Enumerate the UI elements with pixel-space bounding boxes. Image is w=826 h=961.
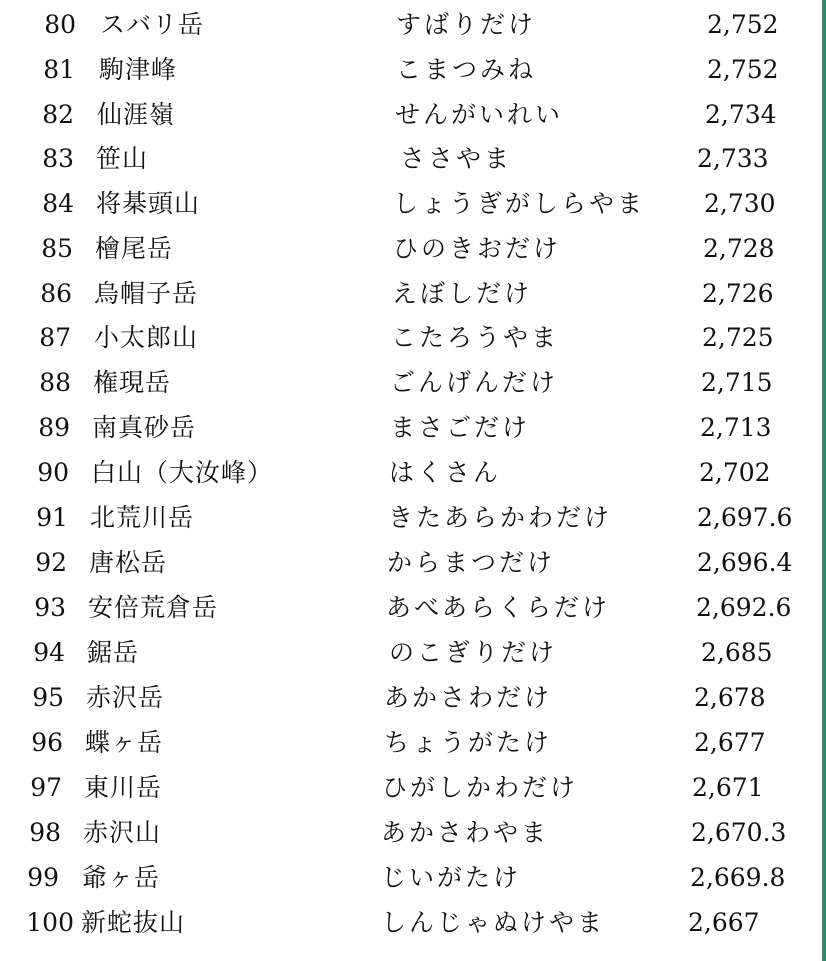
table-row <box>0 361 822 405</box>
rank: 89 <box>38 413 70 442</box>
table-row <box>0 272 822 316</box>
table-row <box>0 901 822 945</box>
rank: 96 <box>31 728 63 757</box>
rank: 88 <box>39 368 71 397</box>
reading: ごんげんだけ <box>390 368 559 397</box>
page-edge-border <box>822 0 826 961</box>
elevation: 2,671 <box>692 773 764 802</box>
rank: 92 <box>35 548 67 577</box>
mountain-name: 権現岳 <box>93 368 172 397</box>
rank: 95 <box>32 683 64 712</box>
rank: 100 <box>26 908 74 937</box>
table-row <box>0 137 822 181</box>
reading: あかさわやま <box>381 818 550 847</box>
rank: 91 <box>36 503 68 532</box>
rank: 81 <box>43 55 75 84</box>
table-row <box>0 721 822 765</box>
mountain-name: 烏帽子岳 <box>94 279 199 308</box>
elevation: 2,667 <box>688 908 760 937</box>
mountain-name: 仙涯嶺 <box>97 100 176 129</box>
rank: 86 <box>40 279 72 308</box>
mountain-name: 赤沢山 <box>83 818 162 847</box>
reading: ひのきおだけ <box>393 234 562 263</box>
table-row <box>0 3 822 47</box>
mountain-name: 東川岳 <box>84 773 163 802</box>
table-row <box>0 48 822 92</box>
table-row <box>0 451 822 495</box>
table-row <box>0 182 822 226</box>
elevation: 2,677 <box>694 728 766 757</box>
reading: えぼしだけ <box>392 279 533 308</box>
elevation: 2,697.6 <box>697 503 793 532</box>
mountain-name: 蝶ヶ岳 <box>85 728 164 757</box>
elevation: 2,733 <box>697 144 769 173</box>
reading: きたあらかわだけ <box>388 503 613 532</box>
mountain-name: 南真砂岳 <box>92 413 197 442</box>
reading: しんじゃぬけやま <box>381 908 606 937</box>
elevation: 2,725 <box>702 323 774 352</box>
reading: ちょうがたけ <box>384 728 553 757</box>
elevation: 2,715 <box>701 368 773 397</box>
elevation: 2,726 <box>702 279 774 308</box>
rank: 82 <box>42 100 74 129</box>
rank: 85 <box>41 234 73 263</box>
elevation: 2,702 <box>699 458 771 487</box>
reading: こたろうやま <box>391 323 560 352</box>
mountain-name: 笹山 <box>96 144 149 173</box>
table-row <box>0 496 822 540</box>
mountain-name: 北荒川岳 <box>90 503 195 532</box>
rank: 94 <box>33 638 65 667</box>
table-row <box>0 676 822 720</box>
reading: はくさん <box>389 458 502 487</box>
elevation: 2,752 <box>707 10 779 39</box>
reading: せんがいれい <box>395 100 564 129</box>
table-row <box>0 811 822 855</box>
elevation: 2,734 <box>705 100 777 129</box>
reading: まさごだけ <box>390 413 531 442</box>
table-row <box>0 541 822 585</box>
elevation: 2,728 <box>703 234 775 263</box>
reading: しょうぎがしらやま <box>393 189 646 218</box>
elevation: 2,696.4 <box>697 548 793 577</box>
table-row <box>0 316 822 360</box>
rank: 84 <box>42 189 74 218</box>
rank: 98 <box>29 818 61 847</box>
elevation: 2,670.3 <box>691 818 787 847</box>
mountain-name: 赤沢岳 <box>86 683 165 712</box>
reading: あべあらくらだけ <box>386 593 611 622</box>
mountain-name: 檜尾岳 <box>95 234 174 263</box>
table-row <box>0 766 822 810</box>
reading: あかさわだけ <box>384 683 553 712</box>
rank: 99 <box>27 863 59 892</box>
mountain-name: 爺ヶ岳 <box>82 863 161 892</box>
reading: からまつだけ <box>387 548 556 577</box>
reading: じいがたけ <box>381 863 522 892</box>
mountain-name: 新蛇抜山 <box>81 908 186 937</box>
table-row <box>0 856 822 900</box>
mountain-name: 駒津峰 <box>99 55 178 84</box>
elevation: 2,730 <box>704 189 776 218</box>
mountain-name: 白山（大汝峰） <box>91 458 274 487</box>
elevation: 2,752 <box>707 55 779 84</box>
table-row <box>0 93 822 137</box>
reading: のこぎりだけ <box>389 638 558 667</box>
mountain-name: 小太郎山 <box>94 323 199 352</box>
rank: 87 <box>39 323 71 352</box>
mountain-name: スバリ岳 <box>100 10 205 39</box>
mountain-name: 将棊頭山 <box>96 189 201 218</box>
elevation: 2,713 <box>700 413 772 442</box>
elevation: 2,669.8 <box>690 863 786 892</box>
rank: 97 <box>30 773 62 802</box>
rank: 93 <box>34 593 66 622</box>
reading: ひがしかわだけ <box>382 773 579 802</box>
rank: 83 <box>42 144 74 173</box>
table-row <box>0 406 822 450</box>
rank: 90 <box>37 458 69 487</box>
mountain-name: 鋸岳 <box>87 638 140 667</box>
elevation: 2,685 <box>701 638 773 667</box>
mountain-name: 唐松岳 <box>89 548 168 577</box>
elevation: 2,678 <box>694 683 766 712</box>
table-row <box>0 586 822 630</box>
elevation: 2,692.6 <box>696 593 792 622</box>
rank: 80 <box>44 10 76 39</box>
table-row <box>0 631 822 675</box>
reading: ささやま <box>400 144 513 173</box>
table-row <box>0 227 822 271</box>
reading: こまつみね <box>396 55 537 84</box>
mountain-name: 安倍荒倉岳 <box>88 593 219 622</box>
reading: すばりだけ <box>396 10 537 39</box>
